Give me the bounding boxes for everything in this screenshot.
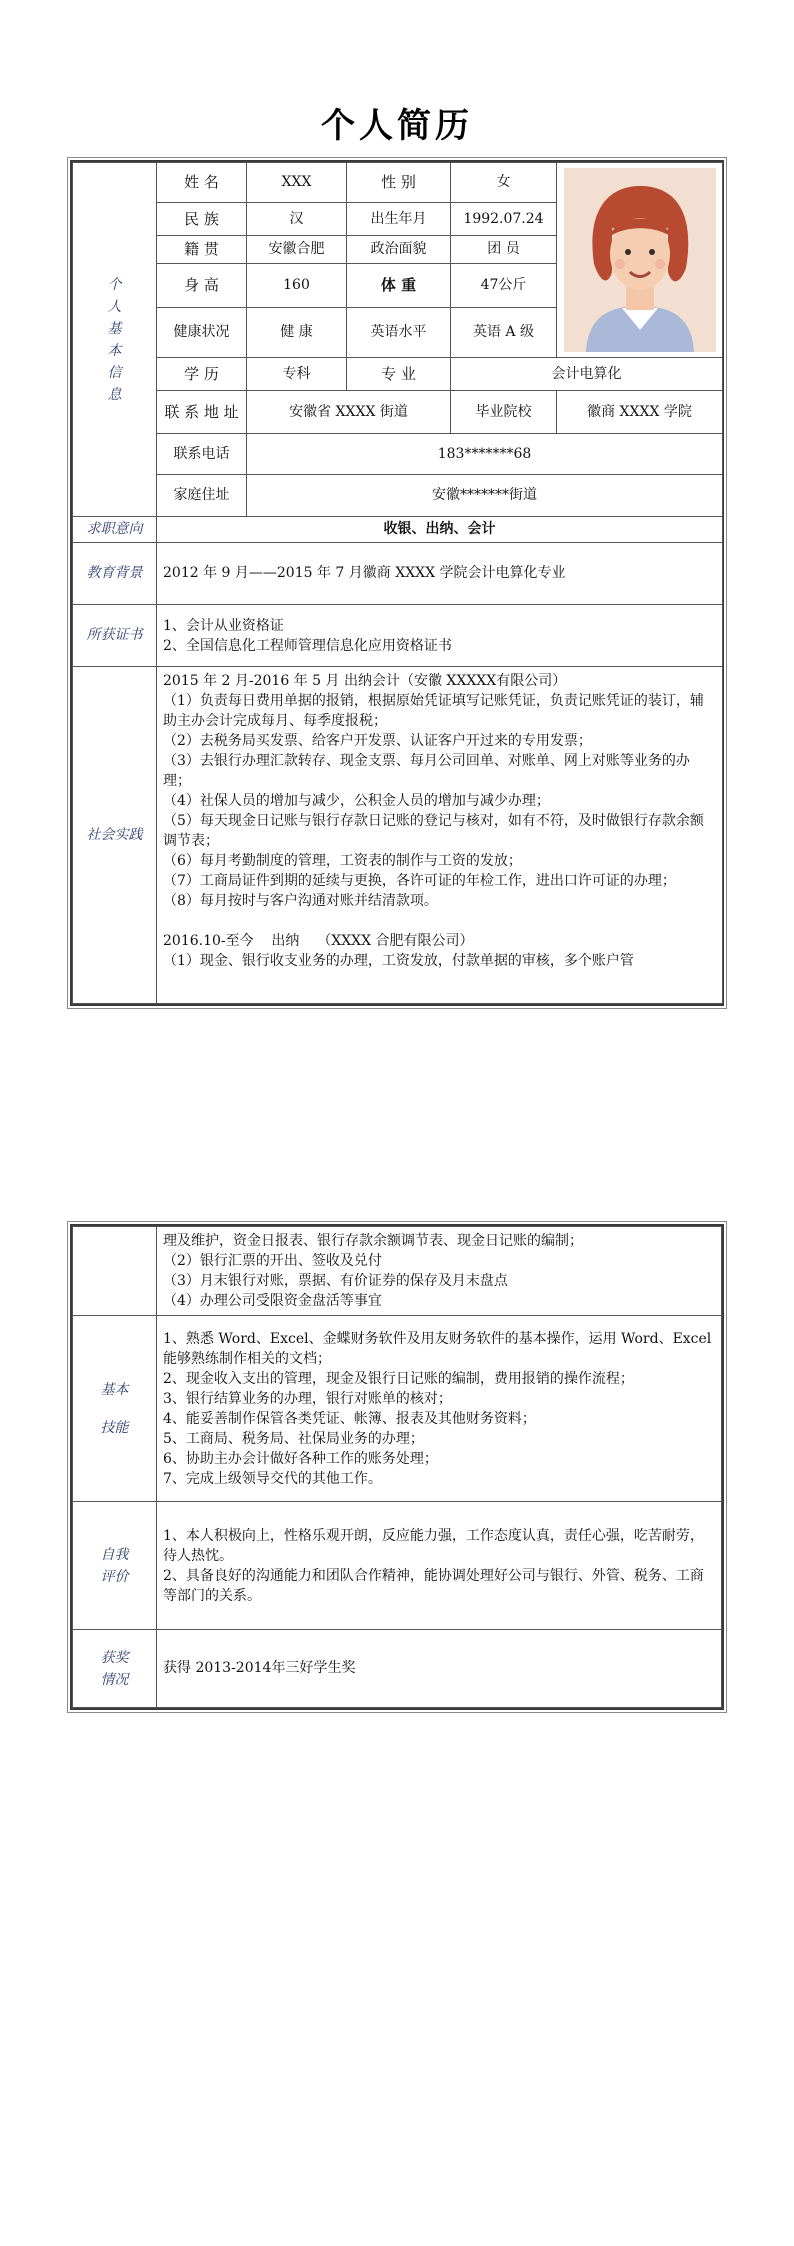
origin-label: 籍 贯 bbox=[157, 236, 247, 264]
gender-label: 性 别 bbox=[347, 163, 451, 203]
school-label: 毕业院校 bbox=[451, 391, 557, 434]
practice-content-page2 bbox=[157, 1227, 722, 1316]
practice-line: （4）社保人员的增加与减少，公积金人员的增加与减少办理； bbox=[163, 793, 550, 809]
profile-photo bbox=[564, 168, 716, 352]
phone-label: 联系电话 bbox=[157, 434, 247, 475]
address-value: 安徽省 XXXX 街道 bbox=[247, 391, 451, 434]
skills-list bbox=[157, 1316, 722, 1502]
practice-line: （1）负责每日费用单据的报销，根据原始凭证填写记账凭证，负责记账凭证的装订，辅助主办会计完成每月、每季度报税； bbox=[163, 693, 704, 729]
job-intention-value: 收银、出纳、会计 bbox=[157, 517, 723, 543]
weight-label: 体 重 bbox=[347, 264, 451, 308]
skills-label: 基本 技能 bbox=[73, 1316, 157, 1502]
skill-item: 5、工商局、税务局、社保局业务的办理； bbox=[163, 1430, 424, 1447]
skill-item: 7、完成上级领导交代的其他工作。 bbox=[163, 1470, 382, 1487]
name-value: XXX bbox=[247, 163, 347, 203]
practice-label: 社会实践 bbox=[73, 667, 157, 1004]
english-value: 英语 A 级 bbox=[451, 308, 557, 358]
skill-item: 1、熟悉 Word、Excel、金蝶财务软件及用友财务软件的基本操作，运用 Word、Excel 能够熟练制作相关的文档； bbox=[163, 1330, 712, 1367]
photo-cell bbox=[557, 163, 723, 358]
political-label: 政治面貌 bbox=[347, 236, 451, 264]
practice-line: （1）现金、银行收支业务的办理，工资发放，付款单据的审核，多个账户管 bbox=[163, 953, 634, 969]
practice-line: （2）银行汇票的开出、签收及兑付 bbox=[163, 1253, 382, 1269]
practice-content-page1 bbox=[157, 667, 723, 1004]
practice-line: （7）工商局证件到期的延续与更换，各许可证的年检工作，进出口许可证的办理； bbox=[163, 873, 676, 889]
certificate-item: 2、全国信息化工程师管理信息化应用资格证书 bbox=[163, 637, 452, 654]
practice-line: （2）去税务局买发票、给客户开发票、认证客户开过来的专用发票； bbox=[163, 733, 592, 749]
resume-table-page1 bbox=[70, 160, 724, 1006]
phone-value: 183*******68 bbox=[247, 434, 723, 475]
home-value: 安徽*******街道 bbox=[247, 475, 723, 517]
certificates-list bbox=[157, 605, 723, 667]
practice-line: 2016.10-至今 出纳 （XXXX 合肥有限公司） bbox=[163, 933, 474, 949]
english-label: 英语水平 bbox=[347, 308, 451, 358]
education-bg-label: 教育背景 bbox=[73, 543, 157, 605]
height-label: 身 高 bbox=[157, 264, 247, 308]
birth-label: 出生年月 bbox=[347, 203, 451, 236]
name-label: 姓 名 bbox=[157, 163, 247, 203]
certificate-item: 1、会计从业资格证 bbox=[163, 617, 284, 634]
self-eval-list bbox=[157, 1502, 722, 1630]
ethnicity-label: 民 族 bbox=[157, 203, 247, 236]
birth-value: 1992.07.24 bbox=[451, 203, 557, 236]
education-value: 专科 bbox=[247, 358, 347, 391]
practice-blank-line bbox=[163, 911, 716, 931]
weight-value: 47公斤 bbox=[451, 264, 557, 308]
education-bg-value: 2012 年 9 月——2015 年 7 月徽商 XXXX 学院会计电算化专业 bbox=[157, 543, 723, 605]
political-value: 团 员 bbox=[451, 236, 557, 264]
certificates-label: 所获证书 bbox=[73, 605, 157, 667]
awards-value: 获得 2013-2014年三好学生奖 bbox=[157, 1630, 722, 1708]
practice-line: （4）办理公司受限资金盘活等事宜 bbox=[163, 1293, 382, 1309]
practice-label-continued bbox=[73, 1227, 157, 1316]
self-eval-item: 2、具备良好的沟通能力和团队合作精神，能协调处理好公司与银行、外管、税务、工商等部门的关系。 bbox=[163, 1567, 704, 1604]
skill-item: 2、现金收入支出的管理，现金及银行日记账的编制，费用报销的操作流程； bbox=[163, 1370, 634, 1387]
skill-item: 6、协助主办会计做好各种工作的账务处理； bbox=[163, 1450, 438, 1467]
resume-table-page2 bbox=[70, 1224, 724, 1710]
basic-info-section-label: 个 人 基 本 信 息 bbox=[73, 163, 157, 517]
practice-line: （3）月末银行对账，票据、有价证券的保存及月末盘点 bbox=[163, 1273, 508, 1289]
skill-item: 4、能妥善制作保管各类凭证、帐簿、报表及其他财务资料； bbox=[163, 1410, 536, 1427]
practice-line: （8）每月按时与客户沟通对账并结清款项。 bbox=[163, 893, 438, 909]
school-value: 徽商 XXXX 学院 bbox=[557, 391, 723, 434]
home-label: 家庭住址 bbox=[157, 475, 247, 517]
education-label: 学 历 bbox=[157, 358, 247, 391]
page-title: 个人简历 bbox=[321, 106, 473, 146]
job-intention-label: 求职意向 bbox=[73, 517, 157, 543]
practice-line: （5）每天现金日记账与银行存款日记账的登记与核对，如有不符，及时做银行存款余额调节表； bbox=[163, 813, 704, 849]
health-label: 健康状况 bbox=[157, 308, 247, 358]
practice-line: （6）每月考勤制度的管理，工资表的制作与工资的发放； bbox=[163, 853, 522, 869]
major-label: 专 业 bbox=[347, 358, 451, 391]
awards-label: 获奖 情况 bbox=[73, 1630, 157, 1708]
practice-line: 理及维护，资金日报表、银行存款余额调节表、现金日记账的编制； bbox=[163, 1233, 583, 1249]
self-eval-item: 1、本人积极向上，性格乐观开朗，反应能力强，工作态度认真，责任心强，吃苦耐劳，待人热忱。 bbox=[163, 1527, 704, 1564]
origin-value: 安徽合肥 bbox=[247, 236, 347, 264]
skill-item: 3、银行结算业务的办理，银行对账单的核对； bbox=[163, 1390, 452, 1407]
gender-value: 女 bbox=[451, 163, 557, 203]
self-eval-label: 自我 评价 bbox=[73, 1502, 157, 1630]
practice-line: （3）去银行办理汇款转存、现金支票、每月公司回单、对账单、网上对账等业务的办理； bbox=[163, 753, 690, 789]
health-value: 健 康 bbox=[247, 308, 347, 358]
ethnicity-value: 汉 bbox=[247, 203, 347, 236]
address-label: 联 系 地 址 bbox=[157, 391, 247, 434]
practice-line: 2015 年 2 月-2016 年 5 月 出纳会计（安徽 XXXXX有限公司） bbox=[163, 673, 567, 689]
major-value: 会计电算化 bbox=[451, 358, 723, 391]
height-value: 160 bbox=[247, 264, 347, 308]
